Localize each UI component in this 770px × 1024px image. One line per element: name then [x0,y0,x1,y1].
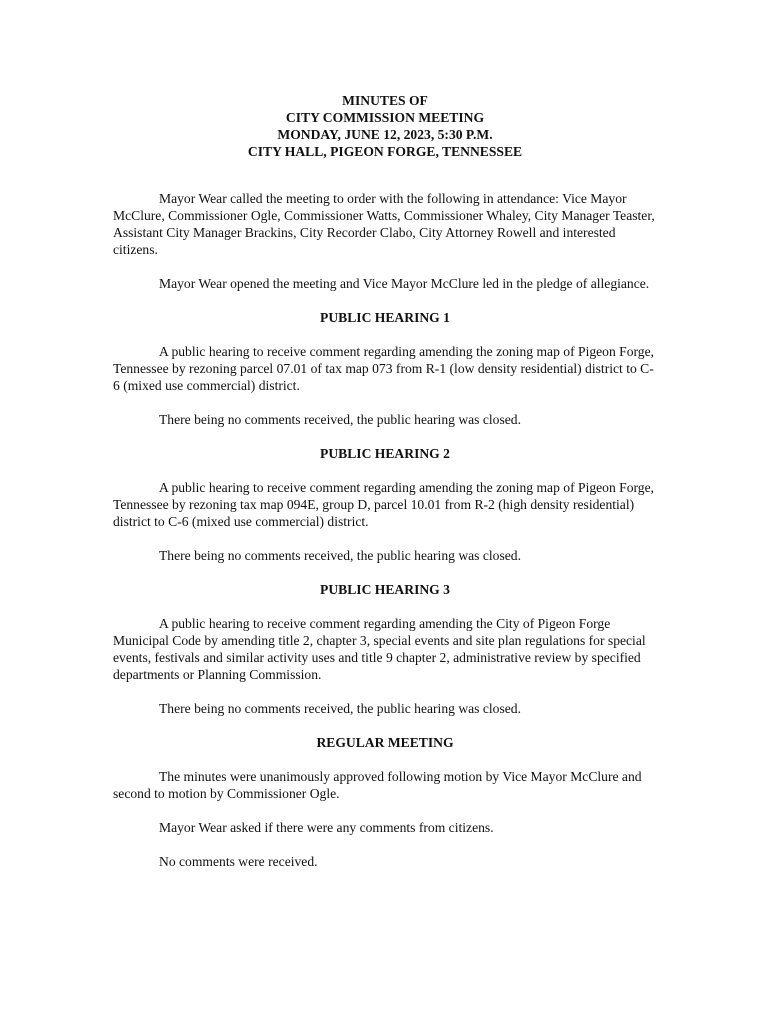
title-line-minutes: MINUTES OF [342,93,428,108]
document-title-block [113,92,657,160]
public-hearing-2-heading: PUBLIC HEARING 2 [320,446,450,461]
public-hearing-3-body: A public hearing to receive comment regarding amending the City of Pigeon Forge Municipal Code by amending title 2, chapter 3, special events and site plan regulations for special events, festivals and similar activity uses and title 9 chapter 2, administrative review by specified departments or Planning Commission. [113,616,646,682]
public-hearing-3-closing: There being no comments received, the public hearing was closed. [159,701,521,716]
citizen-comments-result: No comments were received. [159,854,318,869]
attendance-paragraph: Mayor Wear called the meeting to order with the following in attendance: Vice Mayor McClure, Commissioner Ogle, Commissioner Watts, Commissioner Whaley, City Manager Teaster, Assistant City Manager Brackins, City Recorder Clabo, City Attorney Rowell and interested citizens. [113,191,655,257]
title-line-meeting: CITY COMMISSION MEETING [285,110,485,125]
minutes-approval-paragraph: The minutes were unanimously approved following motion by Vice Mayor McClure and second to motion by Commissioner Ogle. [113,769,642,801]
public-hearing-1-heading: PUBLIC HEARING 1 [320,310,450,325]
regular-meeting-heading: REGULAR MEETING [316,735,454,750]
pledge-paragraph: Mayor Wear opened the meeting and Vice Mayor McClure led in the pledge of allegiance. [159,276,650,291]
public-hearing-1-body: A public hearing to receive comment regarding amending the zoning map of Pigeon Forge, Tennessee by rezoning parcel 07.01 of tax map 073 from R-1 (low density residential) district to C-6 (mixed use commercial) district. [113,344,655,393]
citizen-comments-question: Mayor Wear asked if there were any comments from citizens. [159,820,494,835]
document-page [113,92,657,887]
title-line-date: MONDAY, JUNE 12, 2023, 5:30 P.M. [277,127,493,142]
public-hearing-3-heading: PUBLIC HEARING 3 [320,582,450,597]
public-hearing-2-body: A public hearing to receive comment regarding amending the zoning map of Pigeon Forge, Tennessee by rezoning tax map 094E, group D, parcel 10.01 from R-2 (high density residential) district to C-6 (mixed use commercial) district. [113,480,655,529]
public-hearing-2-closing: There being no comments received, the public hearing was closed. [159,548,521,563]
public-hearing-1-closing: There being no comments received, the public hearing was closed. [159,412,521,427]
title-line-location: CITY HALL, PIGEON FORGE, TENNESSEE [247,144,523,159]
